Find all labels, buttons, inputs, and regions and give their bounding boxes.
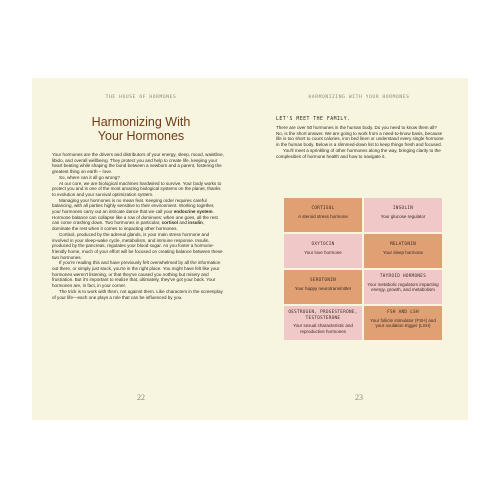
intro-text: [276, 125, 444, 159]
section-heading: LET'S MEET THE FAMILY.: [276, 117, 351, 122]
text-run: . Hormone balance can collapse like a row of dominoes; when one goes, all the rest can come crashing down. Two hormones in particular,: [52, 209, 218, 226]
hormone-description: Your love hormone: [304, 249, 342, 255]
hormone-card: [364, 306, 442, 340]
text-run: If you're reading this and have previously felt overwhelmed by all the information out there, or simply just stuck, you're in the right place. You might have felt like your hormones weren't listening, or that they've caused you nothing but misery and frustration. But it's important to realize that, ultimately, they've got your back. Your hormones are, in fact, in your corner.: [52, 260, 221, 289]
hormone-card: [284, 198, 362, 232]
body-paragraph: [52, 260, 224, 289]
body-paragraph: [52, 232, 224, 261]
text-run: Managing your hormones is no mean feat. Keeping order requires careful balancing, with all parties highly sensitive to their environment. Working together, your hormones carry out an intricate dance that we call your: [52, 197, 215, 215]
bold-term: insulin: [188, 220, 203, 226]
hormone-name: SEROTONIN: [310, 278, 336, 283]
hormone-description: Your glucose regulator: [380, 213, 426, 219]
hormone-card: [284, 234, 362, 268]
text-run: , dominate the rest when it comes to impacting other hormones.: [52, 220, 205, 232]
hormone-description: Your sexual characteristic and reproductive hormones: [293, 323, 353, 334]
text-run: At our core, we are biological machines hardwired to survive. Your body works to protect you and is one of the most amazing biological systems on the planet, thanks to evolution and your survival optimization system.: [52, 180, 222, 197]
left-page: [32, 78, 250, 420]
hormone-name: OXYTOCIN: [311, 242, 335, 247]
running-head-left: THE HOUSE OF HORMONES: [105, 95, 177, 100]
hormone-card: [284, 306, 362, 340]
bold-term: endocrine system: [173, 209, 213, 215]
hormone-description: Your metabolic regulators impacting energy, growth, and metabolism: [367, 281, 439, 292]
page-number-left: 22: [137, 393, 145, 402]
hormone-name: FSH AND LSH: [387, 310, 419, 315]
title-line-2: Your Hormones: [97, 128, 185, 143]
title-line-1: Harmonizing With: [91, 115, 191, 129]
hormone-card: [364, 198, 442, 232]
bold-term: cortisol: [161, 220, 179, 226]
text-run: The trick is to work with them, not against them. Like characters in the screenplay of your life—each one plays a role that can be influenced by you.: [52, 288, 223, 300]
hormone-card: [284, 270, 362, 304]
body-paragraph: [52, 198, 224, 232]
right-page: [250, 78, 468, 420]
chapter-title: [32, 116, 250, 143]
text-run: Your hormones are the drivers and distributors of your energy, sleep, mood, waistline, libido, and overall wellbeing. They protect you and help to create life, keeping your heart beating while shaping the bond between a newborn and a parent, fostering the greatest thing on earth – love.: [52, 152, 224, 175]
hormone-name: OESTROGEN, PROGESTERONE, TESTOSTERONE: [288, 310, 358, 321]
intro-paragraph: There are over 50 hormones in the human body. Do you need to know them all? No, is the short answer. We are going to work from a need-to-know basis, because life is too short to count calories, iron bed linen or understand every single hormone in the human body. Below is a slimmed-down list to keep things fresh and focused.: [276, 125, 444, 148]
running-head-right: HARMONIZING WITH YOUR HORMONES: [308, 95, 410, 100]
hormone-name: CORTISOL: [311, 206, 335, 211]
hormone-description: A steroid stress hormone: [298, 213, 348, 219]
body-paragraph: [52, 152, 224, 175]
body-paragraph: [52, 289, 224, 300]
hormone-name: THYROID HORMONES: [379, 274, 427, 279]
hormone-name: MELATONIN: [390, 242, 416, 247]
text-run: So, where can it all go wrong?: [59, 174, 120, 180]
body-paragraph: [52, 181, 224, 198]
hormone-card: [364, 234, 442, 268]
intro-paragraph: You'll meet a sprinkling of other hormones along the way, bringing clarity to the complexities of hormone health and how to navigate it.: [276, 147, 441, 159]
hormone-description: Your sleep hormone: [382, 249, 424, 255]
hormone-description: Your happy neurotransmitter: [294, 285, 352, 291]
book-spread: [32, 78, 468, 420]
text-run: Cortisol, produced by the adrenal glands, is your main stress hormone and involved in your sleep-wake cycle, metabolism, and immune response. Insulin, produced by the pancreas, regulates your blood sugar. As you foster a hormone-friendly home, much of your effort will be focused on creating balance between these two hormones.: [52, 231, 223, 260]
hormone-name: INSULIN: [392, 206, 414, 211]
hormone-description: Your follicle stimulator (FSH) and your ovulation trigger (LSH): [370, 317, 436, 328]
left-body-text: [52, 152, 224, 300]
page-number-right: 23: [355, 393, 363, 402]
hormone-card: [364, 270, 442, 304]
text-run: and: [178, 220, 189, 226]
